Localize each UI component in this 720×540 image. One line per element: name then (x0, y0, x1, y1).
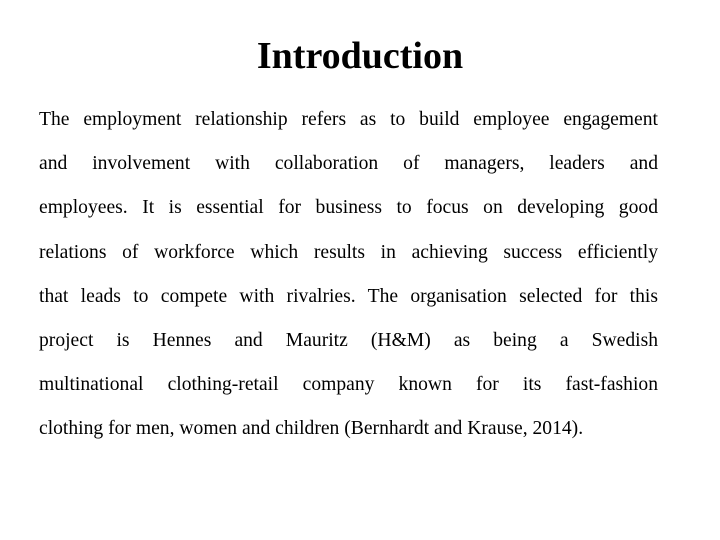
paragraph-line (39, 98, 658, 142)
paragraph-line-text: that leads to compete with rivalries. The organisation selected for this (39, 285, 658, 307)
paragraph-line-text: relations of workforce which results in achieving success efficiently (39, 241, 658, 263)
paragraph-line (39, 407, 658, 451)
paragraph-line (39, 319, 658, 363)
paragraph-line-text: employees. It is essential for business to focus on developing good (39, 197, 658, 219)
paragraph-line (39, 231, 658, 275)
paragraph-line (39, 142, 658, 186)
paragraph-line (39, 275, 658, 319)
page-title: Introduction (256, 35, 464, 77)
paragraph-line-text: The employment relationship refers as to build employee engagement (39, 109, 658, 130)
paragraph-line (39, 363, 658, 407)
introduction-paragraph (39, 98, 658, 452)
paragraph-line-text: clothing for men, women and children (Bernhardt and Krause, 2014). (39, 418, 584, 440)
paragraph-line-text: multinational clothing-retail company known for its fast-fashion (39, 374, 658, 396)
paragraph-line-text: project is Hennes and Mauritz (H&M) as being a Swedish (39, 329, 658, 351)
paragraph-line-text: and involvement with collaboration of managers, leaders and (39, 153, 658, 175)
paragraph-line (39, 186, 658, 230)
